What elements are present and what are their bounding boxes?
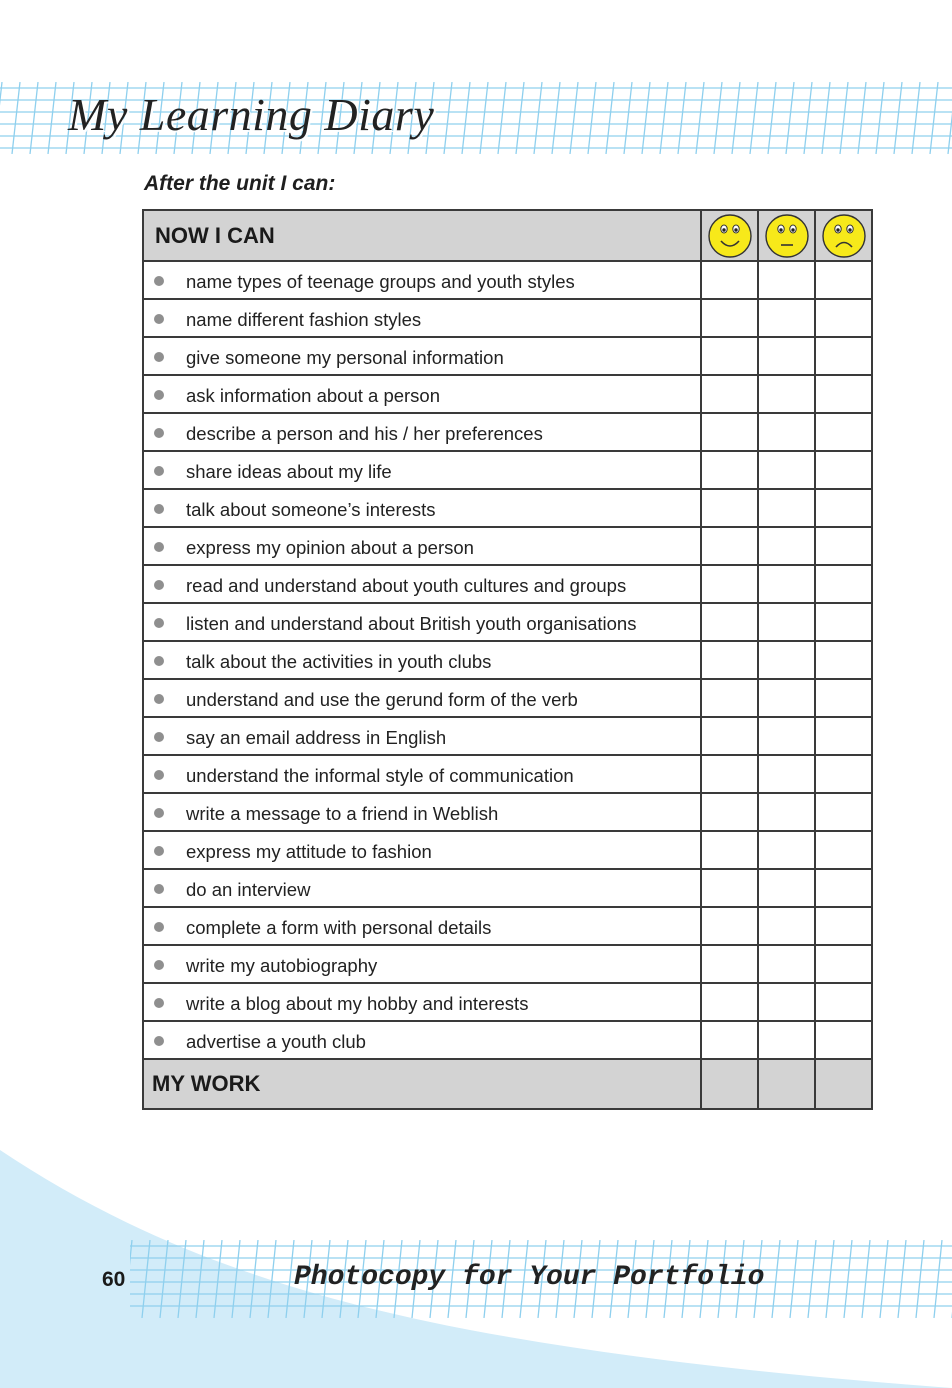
happy-tick-box[interactable] <box>701 831 758 869</box>
skill-text: talk about someone’s interests <box>186 499 436 520</box>
bullet-icon <box>154 960 164 970</box>
sad-tick-box[interactable] <box>815 641 872 679</box>
sad-face-header <box>815 210 872 261</box>
neutral-tick-box[interactable] <box>758 717 815 755</box>
skill-text: express my opinion about a person <box>186 537 474 558</box>
sad-tick-box[interactable] <box>815 945 872 983</box>
happy-tick-box[interactable] <box>701 1021 758 1059</box>
skill-text: express my attitude to fashion <box>186 841 432 862</box>
table-row <box>143 869 872 907</box>
table-row <box>143 717 872 755</box>
table-row <box>143 983 872 1021</box>
happy-tick-box[interactable] <box>701 983 758 1021</box>
neutral-tick-box[interactable] <box>758 641 815 679</box>
neutral-tick-box[interactable] <box>758 489 815 527</box>
happy-tick-box[interactable] <box>701 945 758 983</box>
sad-tick-box[interactable] <box>815 755 872 793</box>
sad-tick-box[interactable] <box>815 527 872 565</box>
table-row <box>143 1021 872 1059</box>
skill-cell <box>143 717 701 755</box>
skills-checklist-table <box>142 209 873 1110</box>
my-work-neutral-cell[interactable] <box>758 1059 815 1109</box>
bullet-icon <box>154 276 164 286</box>
happy-tick-box[interactable] <box>701 413 758 451</box>
bullet-icon <box>154 1036 164 1046</box>
skill-cell <box>143 603 701 641</box>
sad-tick-box[interactable] <box>815 565 872 603</box>
neutral-tick-box[interactable] <box>758 907 815 945</box>
table-row <box>143 945 872 983</box>
sad-tick-box[interactable] <box>815 679 872 717</box>
table-row <box>143 527 872 565</box>
neutral-tick-box[interactable] <box>758 299 815 337</box>
sad-tick-box[interactable] <box>815 869 872 907</box>
sad-tick-box[interactable] <box>815 261 872 299</box>
neutral-tick-box[interactable] <box>758 375 815 413</box>
happy-tick-box[interactable] <box>701 527 758 565</box>
skill-cell <box>143 299 701 337</box>
happy-tick-box[interactable] <box>701 603 758 641</box>
table-row <box>143 831 872 869</box>
neutral-tick-box[interactable] <box>758 451 815 489</box>
bullet-icon <box>154 466 164 476</box>
neutral-tick-box[interactable] <box>758 793 815 831</box>
skill-cell <box>143 1021 701 1059</box>
skill-text: read and understand about youth cultures and groups <box>186 575 627 596</box>
sad-tick-box[interactable] <box>815 793 872 831</box>
neutral-tick-box[interactable] <box>758 565 815 603</box>
page-title: My Learning Diary <box>68 89 435 140</box>
happy-tick-box[interactable] <box>701 565 758 603</box>
neutral-tick-box[interactable] <box>758 261 815 299</box>
neutral-face-icon <box>764 213 810 259</box>
bullet-icon <box>154 884 164 894</box>
table-row <box>143 603 872 641</box>
happy-tick-box[interactable] <box>701 869 758 907</box>
bullet-icon <box>154 694 164 704</box>
neutral-tick-box[interactable] <box>758 755 815 793</box>
table-row <box>143 489 872 527</box>
table-row <box>143 793 872 831</box>
happy-tick-box[interactable] <box>701 299 758 337</box>
happy-tick-box[interactable] <box>701 717 758 755</box>
now-i-can-heading: NOW I CAN <box>143 210 701 261</box>
my-work-label: MY WORK <box>143 1059 701 1109</box>
happy-tick-box[interactable] <box>701 641 758 679</box>
skill-text: talk about the activities in youth clubs <box>186 651 492 672</box>
bullet-icon <box>154 846 164 856</box>
bullet-icon <box>154 618 164 628</box>
happy-tick-box[interactable] <box>701 679 758 717</box>
sad-tick-box[interactable] <box>815 375 872 413</box>
skill-cell <box>143 527 701 565</box>
my-work-happy-cell[interactable] <box>701 1059 758 1109</box>
skill-text: name different fashion styles <box>186 309 422 330</box>
skill-cell <box>143 869 701 907</box>
sad-tick-box[interactable] <box>815 983 872 1021</box>
bullet-icon <box>154 352 164 362</box>
my-work-sad-cell[interactable] <box>815 1059 872 1109</box>
bullet-icon <box>154 922 164 932</box>
happy-tick-box[interactable] <box>701 451 758 489</box>
bullet-icon <box>154 542 164 552</box>
skill-text: understand and use the gerund form of the verb <box>186 689 578 710</box>
happy-tick-box[interactable] <box>701 375 758 413</box>
bullet-icon <box>154 580 164 590</box>
table-row <box>143 337 872 375</box>
happy-tick-box[interactable] <box>701 755 758 793</box>
checklist-subtitle: After the unit I can: <box>144 172 336 195</box>
sad-face-icon <box>821 213 867 259</box>
bullet-icon <box>154 390 164 400</box>
skill-text: say an email address in English <box>186 727 447 748</box>
skill-text: write a blog about my hobby and interests <box>186 993 529 1014</box>
skill-cell <box>143 261 701 299</box>
skill-text: advertise a youth club <box>186 1031 366 1052</box>
sad-tick-box[interactable] <box>815 451 872 489</box>
bullet-icon <box>154 504 164 514</box>
skill-cell <box>143 679 701 717</box>
table-row <box>143 679 872 717</box>
skill-cell <box>143 831 701 869</box>
skill-cell <box>143 413 701 451</box>
skill-cell <box>143 793 701 831</box>
happy-tick-box[interactable] <box>701 907 758 945</box>
skill-text: ask information about a person <box>186 385 441 406</box>
bullet-icon <box>154 770 164 780</box>
sad-tick-box[interactable] <box>815 717 872 755</box>
sad-tick-box[interactable] <box>815 413 872 451</box>
sad-tick-box[interactable] <box>815 907 872 945</box>
bullet-icon <box>154 656 164 666</box>
sad-tick-box[interactable] <box>815 337 872 375</box>
table-row <box>143 755 872 793</box>
bullet-icon <box>154 314 164 324</box>
sad-tick-box[interactable] <box>815 603 872 641</box>
neutral-tick-box[interactable] <box>758 603 815 641</box>
sad-tick-box[interactable] <box>815 1021 872 1059</box>
skill-text: do an interview <box>186 879 311 900</box>
footer-caption: Photocopy for Your Portfolio <box>294 1262 765 1293</box>
table-row <box>143 565 872 603</box>
skill-cell <box>143 641 701 679</box>
skill-text: understand the informal style of communication <box>186 765 574 786</box>
neutral-tick-box[interactable] <box>758 831 815 869</box>
happy-tick-box[interactable] <box>701 793 758 831</box>
skill-cell <box>143 565 701 603</box>
neutral-tick-box[interactable] <box>758 869 815 907</box>
table-header-row <box>143 210 872 261</box>
skill-cell <box>143 337 701 375</box>
bullet-icon <box>154 428 164 438</box>
table-row <box>143 907 872 945</box>
neutral-tick-box[interactable] <box>758 983 815 1021</box>
skill-text: write a message to a friend in Weblish <box>186 803 499 824</box>
sad-tick-box[interactable] <box>815 489 872 527</box>
table-row <box>143 261 872 299</box>
sad-tick-box[interactable] <box>815 831 872 869</box>
neutral-tick-box[interactable] <box>758 1021 815 1059</box>
table-row <box>143 413 872 451</box>
skill-text: give someone my personal information <box>186 347 504 368</box>
table-row <box>143 451 872 489</box>
happy-face-header <box>701 210 758 261</box>
skill-cell <box>143 945 701 983</box>
neutral-tick-box[interactable] <box>758 413 815 451</box>
bullet-icon <box>154 998 164 1008</box>
skill-cell <box>143 907 701 945</box>
table-row <box>143 299 872 337</box>
skill-text: name types of teenage groups and youth styles <box>186 271 575 292</box>
skill-text: complete a form with personal details <box>186 917 492 938</box>
happy-tick-box[interactable] <box>701 489 758 527</box>
neutral-tick-box[interactable] <box>758 527 815 565</box>
skill-text: listen and understand about British youth organisations <box>186 613 637 634</box>
skill-text: write my autobiography <box>186 955 378 976</box>
happy-face-icon <box>707 213 753 259</box>
neutral-tick-box[interactable] <box>758 337 815 375</box>
skill-cell <box>143 451 701 489</box>
bullet-icon <box>154 732 164 742</box>
table-row <box>143 641 872 679</box>
table-row <box>143 375 872 413</box>
neutral-tick-box[interactable] <box>758 679 815 717</box>
happy-tick-box[interactable] <box>701 337 758 375</box>
page-number: 60 <box>102 1268 126 1291</box>
bullet-icon <box>154 808 164 818</box>
neutral-tick-box[interactable] <box>758 945 815 983</box>
skill-cell <box>143 489 701 527</box>
skill-cell <box>143 755 701 793</box>
sad-tick-box[interactable] <box>815 299 872 337</box>
skill-cell <box>143 983 701 1021</box>
skill-cell <box>143 375 701 413</box>
happy-tick-box[interactable] <box>701 261 758 299</box>
skill-text: describe a person and his / her preferences <box>186 423 543 444</box>
neutral-face-header <box>758 210 815 261</box>
skill-text: share ideas about my life <box>186 461 392 482</box>
my-work-row <box>143 1059 872 1109</box>
